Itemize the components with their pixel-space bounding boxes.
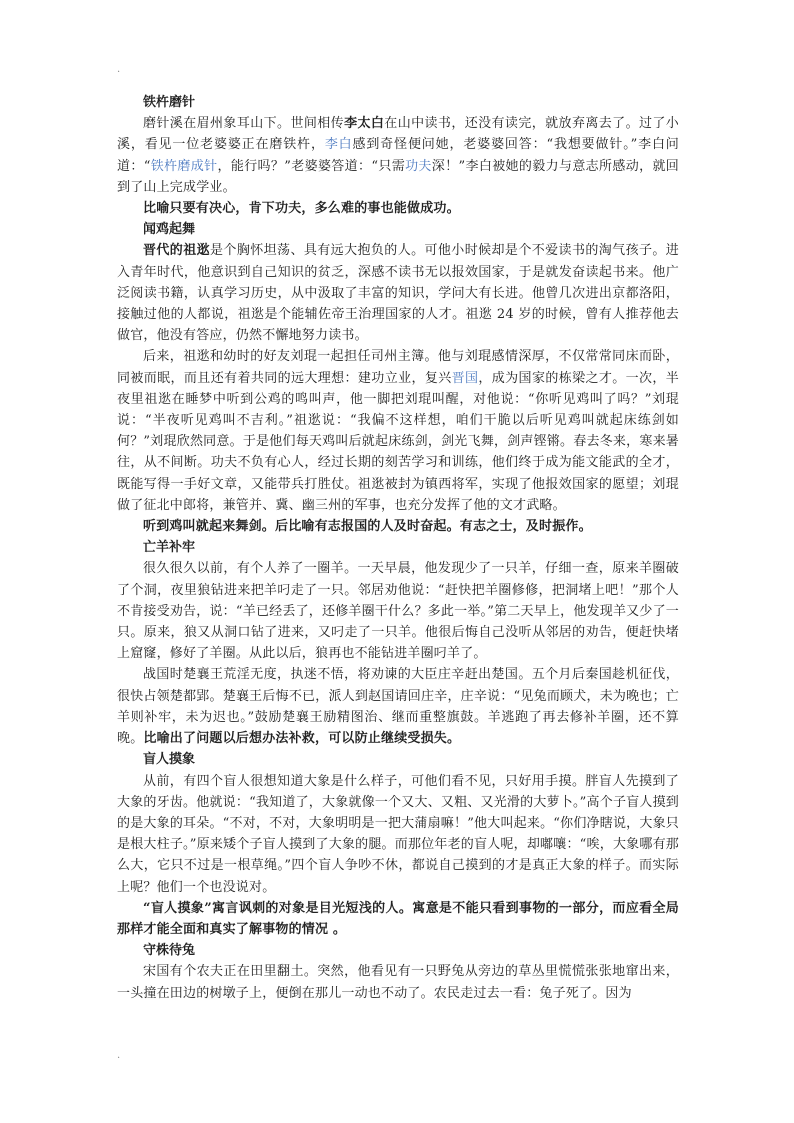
section-title-tiechu-mozhen: 铁杵磨针 bbox=[143, 95, 196, 110]
moral-statement: “盲人摸象”寓言讽刺的对象是目光短浅的人。寓意是不能只看到事物的一部分，而应看全局那样才能全面和真实了解事物的情况 。 bbox=[117, 900, 679, 937]
page-mark-bottom: . bbox=[117, 1050, 121, 1061]
paragraph bbox=[117, 113, 679, 198]
paragraph: 很久很久以前，有个人养了一圈羊。一天早晨，他发现少了一只羊，仔细一查，原来羊圈破了个洞，夜里狼钻进来把羊叼走了一只。邻居劝他说：“赶快把羊圈修修，把洞堵上吧！”那个人不肯接受劝告，说：“羊已经丢了，还修羊圈干什么？多此一举。”第二天早上，他发现羊又少了一只。原来，狼又从洞口钻了进来，又叼走了一只羊。他很后悔自己没听从邻居的劝告，便赶快堵上窟窿，修好了羊圈。从此以后，狼再也不能钻进羊圈叼羊了。 bbox=[117, 561, 679, 662]
text-run: ，能行吗？”老婆婆答道：“只需 bbox=[217, 158, 406, 174]
link-gongfu[interactable]: 功夫 bbox=[405, 158, 432, 174]
name-li-taibai: 李太白 bbox=[344, 116, 385, 132]
paragraph bbox=[117, 240, 679, 346]
section-title-mangren-moxiang: 盲人摸象 bbox=[143, 752, 196, 768]
paragraph bbox=[117, 664, 679, 749]
link-tiechu-mocheng-zhen[interactable]: 铁杵磨成针 bbox=[150, 158, 218, 174]
paragraph: 宋国有个农夫正在田里翻土。突然，他看见有一只野兔从旁边的草丛里慌慌张张地窜出来，一头撞在田边的树墩子上，便倒在那儿一动也不动了。农民走过去一看：兔子死了。因为 bbox=[117, 964, 679, 1001]
moral-statement: 比喻出了问题以后想办法补救，可以防止继续受损失。 bbox=[143, 731, 461, 747]
moral-statement: 比喻只要有决心，肯下功夫，多么难的事也能做成功。 bbox=[143, 201, 460, 217]
link-jinguo[interactable]: 晋国 bbox=[451, 370, 479, 386]
text-run: 感到奇怪便问她，老婆婆回答：“我想要做针。”李白问道：“ bbox=[117, 137, 680, 174]
text-run: 在山中读书，还没有读完，就放弃离去了。过了小溪，看见一位老婆婆正在磨铁杵， bbox=[117, 116, 679, 153]
document-body bbox=[117, 92, 679, 1004]
page-mark-top: . bbox=[117, 64, 121, 75]
text-run: ，成为国家的栋梁之才。一次，半夜里祖逖在睡梦中听到公鸡的鸣叫声，他一脚把刘琨叫醒，对他说：“你听见鸡叫了吗？”刘琨说：“半夜听见鸡叫不吉利。”祖逖说：“我偏不这样想，咱们干脆以后听见鸡叫就起床练剑如何？”刘琨欣然同意。于是他们每天鸡叫后就起床练剑，剑光飞舞，剑声铿锵。春去冬来，寒来暑往，从不间断。功夫不负有心人，经过长期的刻苦学习和训练，他们终于成为能文能武的全才，既能写得一手好文章，又能带兵打胜仗。祖逖被封为镇西将军，实现了他报效国家的愿望；刘琨做了征北中郎将，兼管并、冀、幽三州的军事，也充分发挥了他的文才武略。 bbox=[117, 370, 679, 513]
link-li-bai[interactable]: 李白 bbox=[324, 137, 353, 153]
paragraph: 从前，有四个盲人很想知道大象是什么样子，可他们看不见，只好用手摸。胖盲人先摸到了大象的牙齿。他就说：“我知道了，大象就像一个又大、又粗、又光滑的大萝卜。”高个子盲人摸到的是大象的耳朵。“不对，不对，大象明明是一把大蒲扇嘛！”他大叫起来。“你们净瞎说，大象只是根大柱子。”原来矮个子盲人摸到了大象的腿。而那位年老的盲人呢，却嘟嚷：“唉，大象哪有那么大，它只不过是一根草绳。”四个盲人争吵不休，都说自己摸到的才是真正大象的样子。而实际上呢？他们一个也没说对。 bbox=[117, 773, 679, 895]
moral-statement: 听到鸡叫就起来舞剑。后比喻有志报国的人及时奋起。有志之士，及时振作。 bbox=[143, 519, 592, 535]
text-run: 后来，祖逖和幼时的好友刘琨一起担任司州主簿。他与刘琨感情深厚，不仅常常同床而卧，同被而眠，而且还有着共同的远大理想：建功立业，复兴 bbox=[117, 349, 679, 386]
text-run-bold: 晋代的祖逖 bbox=[143, 243, 211, 259]
text-run: 深！”李白被她的毅力与意志所感动，就回到了山上完成学业。 bbox=[117, 158, 679, 195]
section-title-shouzhu-daitu: 守株待兔 bbox=[143, 943, 196, 959]
section-title-wenji-qiwu: 闻鸡起舞 bbox=[143, 222, 196, 238]
section-title-wangyang-buliao: 亡羊补牢 bbox=[143, 540, 196, 556]
text-run: 磨针溪在眉州象耳山下。世间相传 bbox=[143, 116, 345, 132]
text-run: 战国时楚襄王荒淫无度，执迷不悟，将劝谏的大臣庄辛赶出楚国。五个月后秦国趁机征伐，很快占领楚都郢。楚襄王后悔不已，派人到赵国请回庄辛，庄辛说：“见兔而顾犬，未为晚也；亡羊则补牢，未为迟也。”鼓励楚襄王励精图治、继而重整旗鼓。羊逃跑了再去修补羊圈，还不算晚。 bbox=[117, 667, 679, 747]
paragraph bbox=[117, 346, 679, 516]
text-run: 是个胸怀坦荡、具有远大抱负的人。可他小时候却是个不爱读书的淘气孩子。进入青年时代，他意识到自己知识的贫乏，深感不读书无以报效国家，于是就发奋读起书来。他广泛阅读书籍，认真学习历史，从中汲取了丰富的知识，学问大有长进。他曾几次进出京都洛阳，接触过他的人都说，祖逖是个能辅佐帝王治理国家的人才。祖逖 24 岁的时候，曾有人推荐他去做官，他没有答应，仍然不懈地努力读书。 bbox=[117, 243, 679, 344]
